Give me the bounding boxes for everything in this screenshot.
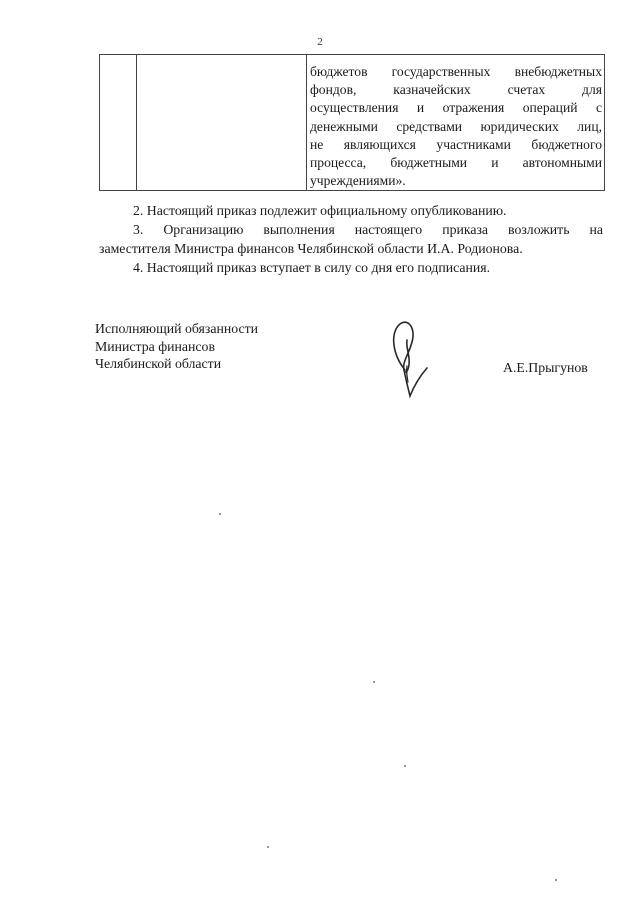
paragraph-effective-date — [99, 258, 603, 277]
table-text-line: бюджетов государственных внебюджетных — [310, 64, 602, 79]
table-cell-name — [137, 55, 307, 191]
table-text-line: не являющихся участниками бюджетного — [310, 136, 602, 152]
position-line: Исполняющий обязанности — [95, 321, 258, 336]
signatory-name: А.Е.Прыгунов — [503, 360, 588, 375]
page-number: 2 — [317, 36, 323, 48]
paragraph-line: 2. Настоящий приказ подлежит официальному опубликованию. — [133, 203, 507, 218]
scan-speck — [373, 681, 375, 683]
signatory-position — [95, 320, 258, 373]
table-cell-number — [100, 55, 137, 191]
position-line: Министра финансов — [95, 338, 215, 354]
table-text-line: учреждениями». — [310, 173, 406, 189]
paragraph-line: 3. Организацию выполнения настоящего приказа возложить на — [133, 222, 603, 237]
table-cell-description — [307, 55, 605, 191]
table-text-line: осуществления и отражения операций с — [310, 100, 602, 116]
table-text-line: денежными средствами юридических лиц, — [310, 118, 602, 134]
paragraph-responsibility — [99, 220, 603, 258]
position-line: Челябинской области — [95, 356, 222, 371]
table-text-line: процесса, бюджетными и автономными — [310, 154, 602, 170]
table-row — [100, 55, 605, 191]
scan-speck — [267, 846, 269, 848]
handwritten-signature — [382, 312, 432, 407]
scan-speck — [219, 513, 221, 515]
paragraph-line: заместителя Министра финансов Челябинской области И.А. Родионова. — [99, 241, 523, 256]
continuation-table — [99, 54, 605, 191]
paragraph-line: 4. Настоящий приказ вступает в силу со дня его подписания. — [133, 260, 491, 275]
scan-speck — [404, 765, 406, 767]
scan-speck — [555, 879, 557, 881]
paragraph-publication — [99, 201, 603, 220]
table-text-line: фондов, казначейских счетах для — [310, 82, 602, 98]
